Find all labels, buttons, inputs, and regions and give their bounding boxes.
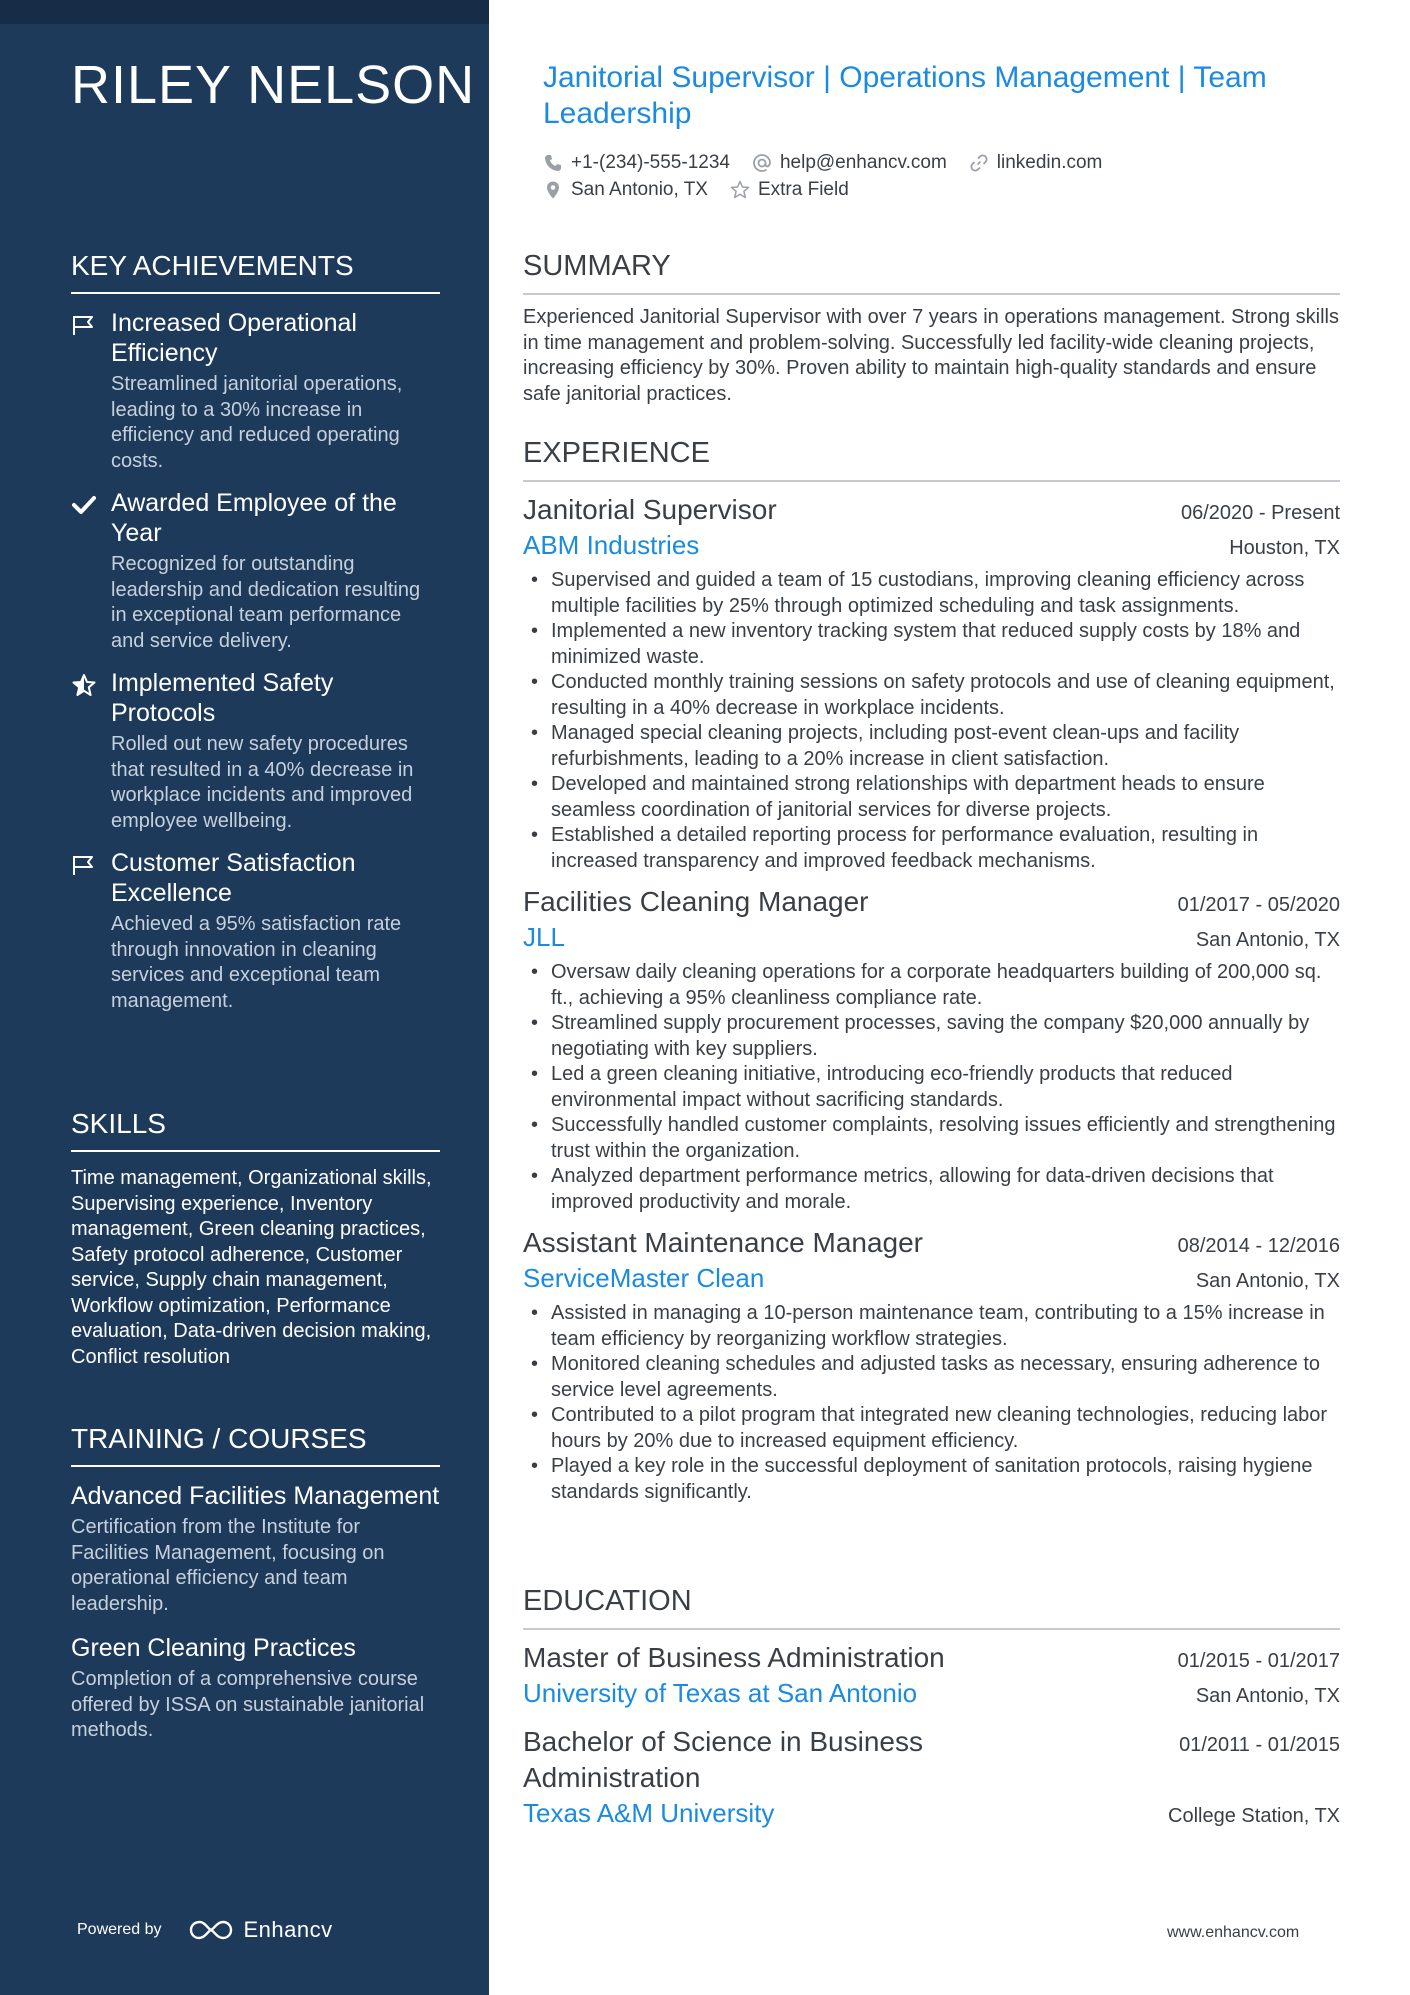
school-name: University of Texas at San Antonio: [523, 1678, 918, 1708]
enhancv-logo-icon: [188, 1918, 234, 1942]
key-achievements-section: [71, 250, 440, 1028]
training-section: [71, 1423, 440, 1760]
school-name: Texas A&M University: [523, 1798, 775, 1828]
job-title: Janitorial Supervisor: [523, 494, 777, 525]
achievement-description: Streamlined janitorial operations, leading to a 30% increase in efficiency and reduced operating costs.: [111, 373, 403, 472]
footer-url[interactable]: www.enhancv.com: [1167, 1924, 1300, 1941]
contact-info: [543, 149, 1343, 203]
headline: Janitorial Supervisor | Operations Management | Team Leadership: [543, 61, 1267, 130]
link-icon: [969, 153, 989, 173]
job-bullets: [523, 1301, 1340, 1505]
list-item: • Streamlined supply procurement processes, saving the company $20,000 annually by negotiating with key suppliers.: [523, 1011, 1340, 1062]
skills-heading: SKILLS: [71, 1108, 440, 1152]
course-item: [71, 1481, 440, 1617]
sidebar-top-bar: [0, 0, 489, 24]
achievement-item: [71, 668, 440, 834]
list-item: • Developed and maintained strong relationships with department heads to ensure seamless coordination of janitorial services for diverse projects.: [523, 772, 1340, 823]
star-half-icon: [71, 674, 97, 696]
contact-link[interactable]: [969, 152, 1103, 174]
education-entry: [523, 1640, 1340, 1710]
job-title: Facilities Cleaning Manager: [523, 886, 869, 917]
degree-title: Master of Business Administration: [523, 1642, 945, 1673]
course-item: [71, 1633, 440, 1744]
contact-email[interactable]: [752, 152, 947, 174]
experience-section: [523, 437, 1340, 1515]
course-title: Green Cleaning Practices: [71, 1634, 356, 1662]
link-text: linkedin.com: [996, 151, 1103, 173]
powered-by-label: Powered by: [77, 1921, 162, 1938]
job-location: San Antonio, TX: [1195, 1270, 1340, 1292]
education-date: 01/2015 - 01/2017: [1177, 1650, 1340, 1672]
education-section: [523, 1585, 1340, 1844]
star-outline-icon: [730, 180, 750, 200]
job-company: JLL: [523, 922, 565, 952]
check-icon: [71, 494, 97, 516]
list-item: • Contributed to a pilot program that integrated new cleaning technologies, reducing labor hours by 20% due to increased equipment efficiency.: [523, 1403, 1340, 1454]
powered-by: [77, 1917, 333, 1943]
list-item: • Assisted in managing a 10-person maintenance team, contributing to a 15% increase in team efficiency by reorganizing workflow strategies.: [523, 1301, 1340, 1352]
achievement-title: Increased Operational Efficiency: [111, 309, 357, 367]
summary-heading: SUMMARY: [523, 250, 1340, 295]
contact-extra: [730, 179, 849, 201]
achievement-item: [71, 848, 440, 1014]
flag-icon: [71, 854, 97, 876]
contact-phone[interactable]: [543, 152, 730, 174]
list-item: • Implemented a new inventory tracking system that reduced supply costs by 18% and minimized waste.: [523, 619, 1340, 670]
education-date: 01/2011 - 01/2015: [1179, 1734, 1340, 1756]
skills-list: Time management, Organizational skills, Supervising experience, Inventory management, Green cleaning practices, Safety protocol adherence, Customer service, Supply chain management, Workflow optimization, Performance evaluation, Data-driven decision making, Conflict resolution: [71, 1167, 432, 1368]
at-icon: [752, 153, 772, 173]
course-description: Completion of a comprehensive course offered by ISSA on sustainable janitorial methods.: [71, 1668, 425, 1741]
degree-title: Bachelor of Science in Business Administration: [523, 1726, 923, 1793]
flag-icon: [71, 314, 97, 336]
phone-text: +1-(234)-555-1234: [571, 151, 730, 173]
job-bullets: [523, 568, 1340, 874]
summary-text: Experienced Janitorial Supervisor with over 7 years in operations management. Strong skills in time management and problem-solving. Successfully led facility-wide cleaning projects, increasing efficiency by 30%. Proven ability to maintain high-quality standards and ensure safe janitorial practices.: [523, 306, 1339, 405]
education-heading: EDUCATION: [523, 1585, 1340, 1630]
list-item: • Managed special cleaning projects, including post-event clean-ups and facility refurbishments, leading to a 20% increase in client satisfaction.: [523, 721, 1340, 772]
email-text: help@enhancv.com: [779, 151, 947, 173]
list-item: • Analyzed department performance metrics, allowing for data-driven decisions that improved productivity and morale.: [523, 1164, 1340, 1215]
list-item: • Played a key role in the successful deployment of sanitation protocols, raising hygiene standards significantly.: [523, 1454, 1340, 1505]
course-title: Advanced Facilities Management: [71, 1482, 440, 1510]
job-title: Assistant Maintenance Manager: [523, 1227, 923, 1258]
contact-location: [543, 179, 708, 201]
list-item: • Supervised and guided a team of 15 custodians, improving cleaning efficiency across multiple facilities by 25% through optimized scheduling and task assignments.: [523, 568, 1340, 619]
enhancv-brand-name: Enhancv: [243, 1917, 333, 1942]
extra-text: Extra Field: [757, 178, 849, 200]
map-pin-icon: [543, 180, 563, 200]
job-bullets: [523, 960, 1340, 1215]
job-location: Houston, TX: [1229, 537, 1340, 559]
achievement-description: Recognized for outstanding leadership and dedication resulting in exceptional team performance and service delivery.: [111, 553, 421, 652]
education-location: San Antonio, TX: [1195, 1685, 1340, 1707]
summary-section: [523, 250, 1340, 407]
location-text: San Antonio, TX: [571, 178, 708, 200]
course-description: Certification from the Institute for Facilities Management, focusing on operational efficiency and team leadership.: [71, 1516, 385, 1615]
skills-section: [71, 1108, 440, 1370]
list-item: • Oversaw daily cleaning operations for a corporate headquarters building of 200,000 sq. ft., achieving a 95% cleanliness compliance rate.: [523, 960, 1340, 1011]
enhancv-brand-link[interactable]: [188, 1917, 333, 1943]
phone-icon: [543, 153, 563, 173]
key-achievements-heading: KEY ACHIEVEMENTS: [71, 250, 440, 294]
list-item: • Conducted monthly training sessions on safety protocols and use of cleaning equipment, resulting in a 40% decrease in workplace incidents.: [523, 670, 1340, 721]
sidebar: [0, 0, 489, 1995]
list-item: • Established a detailed reporting process for performance evaluation, resulting in increased transparency and improved feedback mechanisms.: [523, 823, 1340, 874]
job-entry: [523, 492, 1340, 874]
achievement-title: Awarded Employee of the Year: [111, 489, 397, 547]
job-location: San Antonio, TX: [1195, 929, 1340, 951]
list-item: • Successfully handled customer complaints, resolving issues efficiently and strengthening trust within the organization.: [523, 1113, 1340, 1164]
achievement-item: [71, 488, 440, 654]
job-entry: [523, 1225, 1340, 1505]
achievement-item: [71, 308, 440, 474]
achievement-description: Achieved a 95% satisfaction rate through innovation in cleaning services and exceptional team management.: [111, 913, 402, 1012]
achievement-title: Implemented Safety Protocols: [111, 669, 334, 727]
experience-heading: EXPERIENCE: [523, 437, 1340, 482]
training-heading: TRAINING / COURSES: [71, 1423, 440, 1467]
achievement-description: Rolled out new safety procedures that resulted in a 40% decrease in workplace incidents and improved employee wellbeing.: [111, 733, 414, 832]
education-entry: [523, 1724, 1340, 1830]
education-location: College Station, TX: [1168, 1805, 1340, 1827]
job-entry: [523, 884, 1340, 1215]
candidate-name: RILEY NELSON: [71, 55, 476, 115]
list-item: • Monitored cleaning schedules and adjusted tasks as necessary, ensuring adherence to service level agreements.: [523, 1352, 1340, 1403]
list-item: • Led a green cleaning initiative, introducing eco-friendly products that reduced environmental impact without sacrificing standards.: [523, 1062, 1340, 1113]
job-company: ABM Industries: [523, 530, 700, 560]
job-date: 06/2020 - Present: [1181, 502, 1340, 524]
job-date: 01/2017 - 05/2020: [1177, 894, 1340, 916]
job-date: 08/2014 - 12/2016: [1177, 1235, 1340, 1257]
job-company: ServiceMaster Clean: [523, 1263, 765, 1293]
achievement-title: Customer Satisfaction Excellence: [111, 849, 356, 907]
